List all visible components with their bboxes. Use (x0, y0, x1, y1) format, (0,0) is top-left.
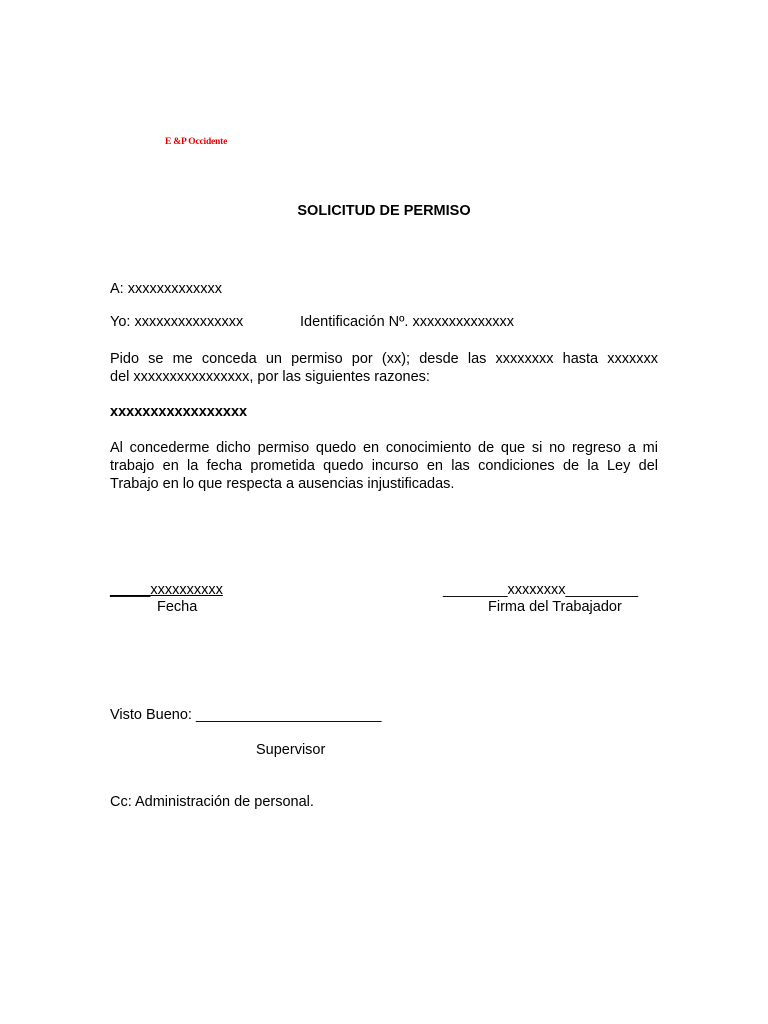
consent-paragraph (110, 439, 658, 493)
request-line-2: del xxxxxxxxxxxxxxxx, por las siguientes razones: (110, 369, 430, 385)
consent-line-2: trabajo en la fecha prometida quedo incurso en las condiciones de la Ley del (110, 458, 658, 474)
requester-name-line: Yo: xxxxxxxxxxxxxxx (110, 314, 244, 330)
document-title: SOLICITUD DE PERMISO (297, 203, 471, 219)
request-paragraph (110, 350, 658, 386)
identification-line: Identificación Nº. xxxxxxxxxxxxxx (300, 314, 514, 330)
reason-text: xxxxxxxxxxxxxxxxx (110, 404, 248, 420)
carbon-copy-line: Cc: Administración de personal. (110, 794, 314, 810)
date-signature-line: _____xxxxxxxxxx (110, 582, 223, 598)
consent-line-1: Al concederme dicho permiso quedo en conocimiento de que si no regreso a mi (110, 440, 658, 456)
request-line-1: Pido se me conceda un permiso por (xx); desde las xxxxxxxx hasta xxxxxxx (110, 351, 658, 367)
company-logo-text: E &P Occidente (165, 137, 228, 147)
addressee-line: A: xxxxxxxxxxxxx (110, 281, 222, 297)
approval-line: Visto Bueno: _______________________ (110, 707, 382, 723)
supervisor-label: Supervisor (256, 742, 326, 758)
date-label: Fecha (157, 599, 198, 615)
worker-signature-line: ________xxxxxxxx_________ (443, 582, 639, 598)
consent-line-3: Trabajo en lo que respecta a ausencias injustificadas. (110, 476, 455, 492)
worker-signature-label: Firma del Trabajador (488, 599, 622, 615)
